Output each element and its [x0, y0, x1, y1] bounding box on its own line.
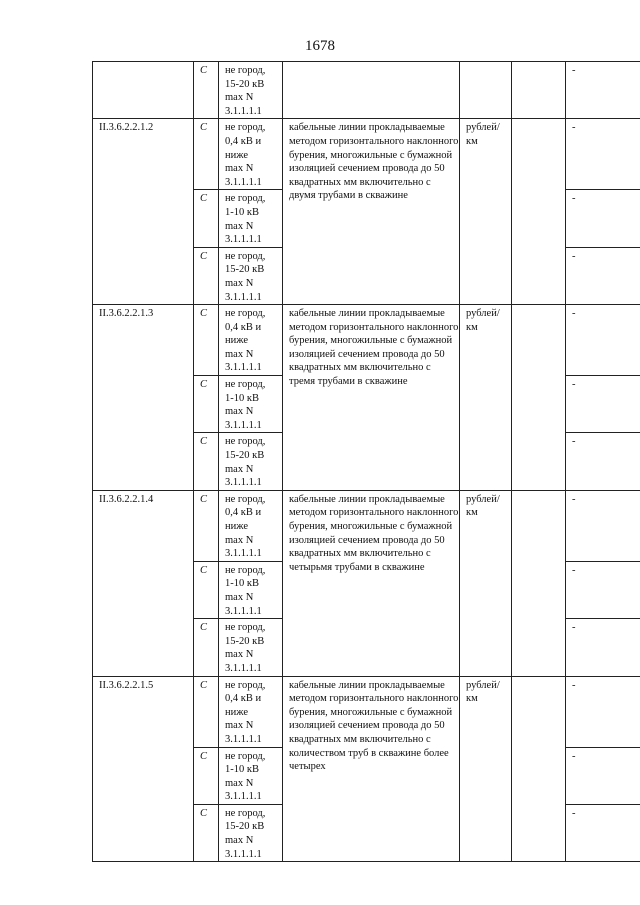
- value-cell: -: [566, 804, 640, 861]
- description-cell: кабельные линии прокладываемые методом горизонтального наклонного бурения, многожильные с бумажной изоляцией сечением провода до 50 квадратных мм включительно с двумя трубами в скважине: [283, 119, 460, 305]
- condition-line: ниже: [225, 335, 249, 347]
- unit-cell: рублей/ км: [460, 119, 512, 305]
- condition-cell: [219, 561, 283, 618]
- condition-line: 0,4 кВ и: [225, 321, 262, 333]
- value-cell: -: [566, 305, 640, 376]
- category-cell: С: [194, 619, 219, 676]
- condition-line: 3.1.1.1.1: [225, 548, 262, 560]
- category-cell: С: [194, 433, 219, 490]
- unit-cell: [460, 62, 512, 119]
- condition-line: 3.1.1.1.1: [225, 291, 262, 303]
- condition-cell: [219, 62, 283, 119]
- condition-line: max N: [225, 220, 254, 232]
- condition-line: 15-20 кВ: [225, 450, 265, 462]
- condition-line: max N: [225, 163, 254, 175]
- category-cell: С: [194, 305, 219, 376]
- condition-line: 3.1.1.1.1: [225, 477, 262, 489]
- code-cell: II.3.6.2.2.1.5: [93, 676, 194, 862]
- condition-cell: [219, 804, 283, 861]
- condition-line: не город,: [225, 622, 266, 634]
- condition-line: 1-10 кВ: [225, 392, 259, 404]
- condition-line: 3.1.1.1.1: [225, 105, 262, 117]
- condition-line: 3.1.1.1.1: [225, 362, 262, 374]
- table-row: [93, 490, 640, 561]
- condition-line: не город,: [225, 122, 266, 134]
- value-cell: -: [566, 561, 640, 618]
- table-row: [93, 62, 640, 119]
- description-cell: кабельные линии прокладываемые методом горизонтального наклонного бурения, многожильные с бумажной изоляцией сечением провода до 50 квадратных мм включительно с тремя трубами в скважине: [283, 305, 460, 491]
- condition-cell: [219, 433, 283, 490]
- condition-line: 0,4 кВ и: [225, 693, 262, 705]
- unit-cell: рублей/ км: [460, 305, 512, 491]
- category-cell: С: [194, 747, 219, 804]
- condition-line: ниже: [225, 706, 249, 718]
- category-cell: С: [194, 561, 219, 618]
- condition-line: max N: [225, 649, 254, 661]
- condition-line: 15-20 кВ: [225, 635, 265, 647]
- code-cell: [93, 62, 194, 119]
- condition-line: max N: [225, 348, 254, 360]
- code-cell: II.3.6.2.2.1.2: [93, 119, 194, 305]
- condition-cell: [219, 490, 283, 561]
- condition-cell: [219, 676, 283, 747]
- category-cell: С: [194, 376, 219, 433]
- page-number: 1678: [305, 38, 335, 54]
- condition-line: max N: [225, 534, 254, 546]
- empty-cell: [512, 119, 566, 305]
- table-row: [93, 305, 640, 376]
- condition-line: 1-10 кВ: [225, 578, 259, 590]
- condition-line: 3.1.1.1.1: [225, 848, 262, 860]
- condition-line: не город,: [225, 193, 266, 205]
- condition-line: 3.1.1.1.1: [225, 662, 262, 674]
- empty-cell: [512, 490, 566, 676]
- condition-cell: [219, 619, 283, 676]
- value-cell: -: [566, 676, 640, 747]
- condition-line: не город,: [225, 379, 266, 391]
- condition-line: ниже: [225, 521, 249, 532]
- empty-cell: [512, 62, 566, 119]
- condition-line: ниже: [225, 149, 249, 161]
- condition-line: 15-20 кВ: [225, 78, 265, 90]
- condition-line: 3.1.1.1.1: [225, 605, 262, 617]
- value-cell: -: [566, 247, 640, 304]
- unit-cell: рублей/ км: [460, 676, 512, 862]
- condition-cell: [219, 119, 283, 190]
- condition-line: 3.1.1.1.1: [225, 176, 262, 188]
- condition-line: max N: [225, 277, 254, 289]
- condition-line: 15-20 кВ: [225, 264, 265, 276]
- condition-line: max N: [225, 777, 254, 789]
- condition-line: 3.1.1.1.1: [225, 419, 262, 431]
- condition-line: max N: [225, 835, 254, 847]
- condition-line: 3.1.1.1.1: [225, 733, 262, 745]
- condition-cell: [219, 747, 283, 804]
- condition-line: max N: [225, 591, 254, 603]
- condition-line: 1-10 кВ: [225, 764, 259, 776]
- condition-line: не город,: [225, 65, 266, 76]
- condition-line: не город,: [225, 564, 266, 576]
- condition-line: max N: [225, 720, 254, 732]
- condition-line: 0,4 кВ и: [225, 507, 262, 519]
- condition-line: 3.1.1.1.1: [225, 234, 262, 246]
- description-cell: [283, 62, 460, 119]
- code-cell: II.3.6.2.2.1.3: [93, 305, 194, 491]
- condition-line: не город,: [225, 250, 266, 262]
- condition-line: max N: [225, 463, 254, 475]
- value-cell: -: [566, 376, 640, 433]
- condition-line: 0,4 кВ и: [225, 135, 262, 147]
- value-cell: -: [566, 490, 640, 561]
- empty-cell: [512, 676, 566, 862]
- description-cell: кабельные линии прокладываемые методом горизонтального наклонного бурения, многожильные с бумажной изоляцией сечением провода до 50 квадратных мм включительно с количеством труб в скважине более четырех: [283, 676, 460, 862]
- category-cell: С: [194, 247, 219, 304]
- condition-line: 15-20 кВ: [225, 821, 265, 833]
- condition-line: max N: [225, 406, 254, 418]
- value-cell: -: [566, 62, 640, 119]
- category-cell: С: [194, 190, 219, 247]
- code-cell: II.3.6.2.2.1.4: [93, 490, 194, 676]
- value-cell: -: [566, 619, 640, 676]
- condition-cell: [219, 247, 283, 304]
- category-cell: С: [194, 490, 219, 561]
- empty-cell: [512, 305, 566, 491]
- condition-line: не город,: [225, 807, 266, 819]
- category-cell: С: [194, 804, 219, 861]
- condition-line: не город,: [225, 493, 266, 505]
- condition-line: 3.1.1.1.1: [225, 791, 262, 803]
- value-cell: -: [566, 119, 640, 190]
- category-cell: С: [194, 62, 219, 119]
- condition-line: не город,: [225, 679, 266, 691]
- value-cell: -: [566, 190, 640, 247]
- condition-cell: [219, 190, 283, 247]
- description-cell: кабельные линии прокладываемые методом горизонтального наклонного бурения, многожильные с бумажной изоляцией сечением провода до 50 квадратных мм включительно с четырьмя трубами в скважине: [283, 490, 460, 676]
- category-cell: С: [194, 676, 219, 747]
- unit-cell: рублей/ км: [460, 490, 512, 676]
- condition-line: не город,: [225, 436, 266, 448]
- condition-cell: [219, 376, 283, 433]
- condition-line: max N: [225, 92, 254, 104]
- tariff-table: [92, 61, 640, 862]
- category-cell: С: [194, 119, 219, 190]
- condition-line: 1-10 кВ: [225, 206, 259, 218]
- condition-cell: [219, 305, 283, 376]
- table-row: [93, 676, 640, 747]
- table-row: [93, 119, 640, 190]
- condition-line: не город,: [225, 308, 266, 320]
- condition-line: не город,: [225, 750, 266, 762]
- value-cell: -: [566, 433, 640, 490]
- value-cell: -: [566, 747, 640, 804]
